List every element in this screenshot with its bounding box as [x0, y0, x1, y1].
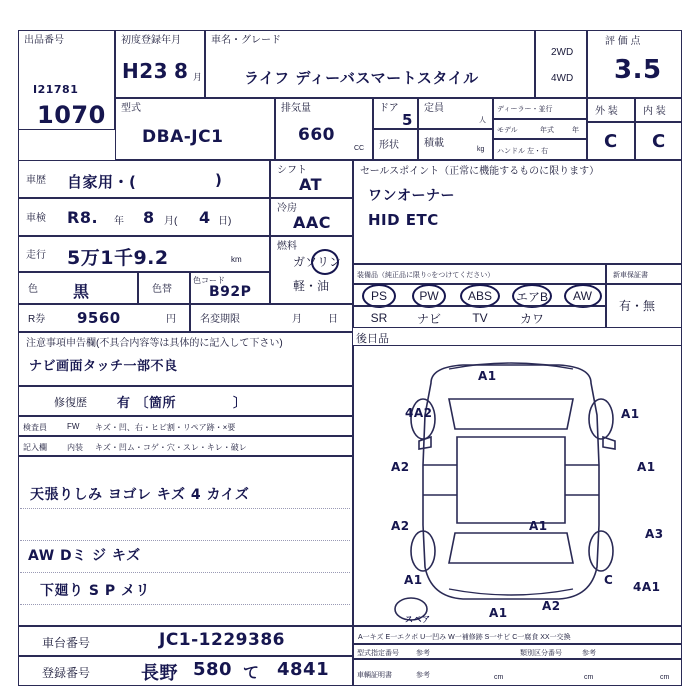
color-code-value: B92P	[209, 284, 252, 300]
sales-point-cell	[353, 160, 682, 264]
damage-mark-8: A1	[404, 573, 423, 587]
registration-number: 4841	[277, 659, 330, 680]
fuel-gas-label: ガソリン	[293, 255, 342, 269]
name-change-day: 日	[328, 314, 338, 325]
recycle-ticket-cell	[18, 304, 190, 332]
later-item-label: 後日品	[356, 333, 389, 345]
color-code-label: 色コード	[193, 276, 225, 285]
equipment-row1	[353, 284, 606, 306]
year-unit: 年	[572, 127, 579, 134]
drive-4wd-label: 4WD	[551, 73, 574, 84]
comment-rule-2	[20, 540, 350, 541]
exterior-label: 外 装	[595, 106, 618, 117]
repair-history-cell	[18, 386, 353, 416]
chassis-label: 車台番号	[42, 636, 91, 650]
exterior-value-cell	[587, 122, 635, 160]
diagram-legend: A一キズ E一エクボ U一凹み W一補修跡 S一サビ C一腐食 XX一交換	[358, 634, 571, 641]
unit-cm-3: cm	[660, 674, 670, 681]
reg-year-value: H23	[122, 59, 169, 83]
interior-value-cell	[635, 122, 682, 160]
rating-cell	[587, 30, 682, 98]
unit-cm-1: cm	[494, 674, 504, 681]
damage-mark-5: A2	[391, 519, 410, 533]
load-cell	[418, 129, 493, 160]
lot-number: 1070	[37, 101, 106, 129]
inspector-row2	[18, 436, 353, 456]
damage-mark-12: A1	[489, 606, 508, 620]
registration-cell	[18, 656, 353, 686]
inspector-row1	[18, 416, 353, 436]
repair-history-label: 修復歴	[54, 397, 87, 409]
dealer-cell	[493, 98, 587, 119]
comment-hand-line-3: 下廻り S P メリ	[40, 583, 150, 599]
color-code-cell	[190, 272, 270, 304]
recycle-ticket-unit: 円	[166, 314, 176, 325]
door-label: ドア	[379, 103, 399, 114]
color-label: 色	[28, 284, 38, 295]
exterior-header-cell	[587, 98, 635, 122]
damage-mark-spare: スペア	[405, 615, 431, 624]
registration-place: 長野	[141, 663, 178, 684]
notes-cell	[18, 332, 353, 386]
mileage-cell	[18, 236, 270, 272]
inspector-label: 検査員	[23, 423, 47, 432]
sales-point-title: セールスポイント（正常に機能するものに限ります）	[360, 166, 600, 177]
damage-mark-4: A1	[637, 460, 656, 474]
interior-label: 内 装	[643, 106, 666, 117]
vehicle-weight-label: 車輌証明書	[357, 672, 392, 679]
history-label: 車歴	[26, 175, 46, 186]
equip-ps: PS	[370, 289, 387, 303]
registration-kana: て	[243, 663, 260, 682]
equipment-row2	[353, 306, 606, 328]
type-spec-cell	[353, 644, 682, 659]
chassis-cell	[18, 626, 353, 656]
shape-label: 形状	[379, 140, 399, 151]
handle-label: ハンドル 左・右	[497, 148, 548, 155]
fuel-label: 燃料	[277, 241, 297, 252]
equip-airbag: エアB	[515, 289, 548, 304]
load-label: 積載	[424, 138, 444, 149]
equip-pw: PW	[419, 289, 439, 303]
comment-area	[18, 456, 353, 626]
model-grade-value: ライフ ディーバスマートスタイル	[244, 69, 479, 87]
equipment-title: 装備品（純正品に限り○をつけてください）	[357, 272, 495, 279]
equip-airbag-circle	[512, 284, 552, 308]
equip-abs: ABS	[467, 289, 492, 303]
notes-line1: ナビ画面タッチ一部不良	[29, 359, 178, 374]
vehicle-weight-ref: 参考	[416, 672, 430, 679]
color-cell	[18, 272, 138, 304]
dealer-label: ディーラー・並行	[497, 106, 553, 113]
equip-pw-circle	[412, 284, 446, 308]
warranty-title-cell	[606, 264, 682, 284]
reg-month-unit: 月	[193, 72, 203, 82]
drive-2wd-label: 2WD	[551, 47, 574, 58]
registration-label: 登録番号	[42, 666, 91, 680]
sales-point-line2: HID ETC	[368, 211, 439, 229]
type-value: DBA-JC1	[142, 127, 224, 147]
comment-rule-1	[20, 508, 350, 509]
sales-point-line1: ワンオーナー	[368, 188, 455, 204]
recycle-ticket-label: R券	[28, 314, 46, 325]
model-grade-label: 車名・グレード	[211, 35, 281, 46]
equip-abs-circle	[460, 284, 500, 308]
recycle-ticket-value: 9560	[77, 309, 121, 327]
name-change-month: 月	[292, 314, 302, 325]
shift-cell	[270, 160, 353, 198]
damage-mark-7: A3	[645, 527, 664, 541]
door-cell	[373, 98, 418, 129]
history-value: 自家用・(	[67, 173, 137, 191]
rating-value: 3.5	[614, 55, 662, 85]
comment-hand-line-1: 天張りしみ ヨゴレ キズ 4 カイズ	[30, 487, 250, 503]
capacity-unit: 人	[479, 117, 486, 124]
lot-label: 出品番号	[24, 35, 64, 46]
comment-rule-4	[20, 604, 350, 605]
class-label: 類別区分番号	[520, 650, 562, 657]
warranty-value-cell	[606, 284, 682, 328]
inspection-year: R8.	[67, 208, 99, 227]
equip-ps-circle	[362, 284, 396, 308]
inspection-month: 8	[143, 208, 155, 227]
warranty-yes-no: 有・無	[619, 299, 656, 313]
type-spec-ref: 参考	[416, 650, 430, 657]
shift-value: AT	[299, 175, 323, 194]
mileage-label: 走行	[26, 250, 46, 261]
chassis-value: JC1-1229386	[159, 630, 285, 650]
lot-sub: I21781	[33, 83, 79, 96]
damage-mark-9: C	[604, 573, 614, 587]
inspector-fw-label: FW	[67, 422, 80, 431]
rating-label: 評 価 点	[605, 36, 641, 47]
history-cell	[18, 160, 270, 198]
load-unit: kg	[477, 146, 485, 153]
reg-date-cell	[115, 30, 205, 98]
name-change-cell	[190, 304, 353, 332]
damage-mark-0: A1	[478, 369, 497, 383]
vehicle-weight-cell	[353, 659, 682, 686]
diagram-legend-cell	[353, 626, 682, 644]
fuel-cell	[270, 236, 353, 304]
drive-cell	[535, 30, 587, 98]
reg-date-label: 初度登録年月	[121, 35, 181, 46]
damage-mark-3: A2	[391, 460, 410, 474]
inspection-day-unit: 日)	[218, 216, 232, 227]
registration-class: 580	[193, 659, 233, 680]
type-spec-label: 型式指定番号	[357, 650, 399, 657]
displacement-cell	[275, 98, 373, 160]
lot-number-cell	[18, 30, 115, 130]
interior-header-cell	[635, 98, 682, 122]
damage-mark-1: 4A2	[405, 406, 433, 420]
damage-mark-10: 4A1	[633, 580, 661, 594]
repair-history-value: 有 〔箇所	[117, 396, 177, 411]
color-value: 黒	[73, 282, 90, 301]
ac-value: AAC	[293, 213, 332, 232]
inspector-row2-items: キズ・凹ム・コゲ・穴・スレ・キレ・破レ	[95, 443, 247, 452]
capacity-cell	[418, 98, 493, 129]
comment-hand-line-2: AW Dミ ジ キズ	[28, 548, 141, 564]
door-value: 5	[402, 111, 413, 129]
equip-leather: カワ	[519, 311, 544, 326]
fuel-diesel-label: 軽・油	[293, 279, 330, 293]
shift-label: シフト	[277, 165, 307, 176]
name-change-label: 名変期限	[200, 314, 240, 325]
inspection-day: 4	[199, 208, 211, 227]
inspector-entry-label: 記入欄	[23, 443, 47, 452]
equip-tv: TV	[472, 311, 488, 325]
model-year-cell	[493, 119, 587, 139]
unit-cm-2: cm	[584, 674, 594, 681]
mileage-value: 5万1千9.2	[67, 247, 169, 269]
model-grade-cell	[205, 30, 535, 98]
model-label: モデル	[497, 127, 518, 134]
displacement-unit: CC	[354, 145, 365, 152]
history-close: )	[215, 171, 223, 189]
handle-cell	[493, 139, 587, 160]
color-change-cell	[138, 272, 190, 304]
displacement-label: 排気量	[281, 103, 311, 114]
equip-navi: ナビ	[416, 311, 441, 326]
equip-aw-circle	[564, 284, 602, 308]
damage-mark-6: A1	[529, 519, 548, 533]
damage-mark-11: A2	[542, 599, 561, 613]
mileage-unit: km	[231, 255, 242, 264]
ac-label: 冷房	[277, 203, 297, 214]
inspector-row1-items: キズ・凹、右・ヒビ割・リペア跡・×要	[95, 423, 236, 432]
interior-value: C	[652, 131, 666, 152]
notes-title: 注意事項申告欄(不具合内容等は具体的に記入して下さい)	[26, 338, 283, 349]
reg-month-value: 8	[174, 59, 189, 83]
type-cell	[115, 98, 275, 160]
ac-cell	[270, 198, 353, 236]
inspection-cell	[18, 198, 270, 236]
inspector-interior-label: 内装	[67, 443, 83, 452]
capacity-label: 定員	[424, 103, 444, 114]
damage-mark-2: A1	[621, 407, 640, 421]
displacement-value: 660	[298, 125, 335, 145]
inspection-year-unit: 年	[114, 216, 124, 227]
warranty-title: 新車保証書	[613, 272, 648, 279]
equip-sr: SR	[370, 311, 388, 325]
type-label: 型式	[121, 103, 141, 114]
year-label: 年式	[540, 127, 554, 134]
exterior-value: C	[604, 131, 618, 152]
repair-history-close: 〕	[233, 396, 247, 411]
shape-cell	[373, 129, 418, 160]
class-ref: 参考	[582, 650, 596, 657]
equipment-title-cell	[353, 264, 606, 284]
inspection-label: 車検	[26, 213, 46, 224]
comment-rule-3	[20, 572, 350, 573]
color-change-label: 色替	[152, 284, 172, 295]
inspection-month-unit: 月(	[164, 216, 178, 227]
equip-aw: AW	[573, 289, 592, 303]
fuel-gas-circle	[311, 249, 339, 275]
